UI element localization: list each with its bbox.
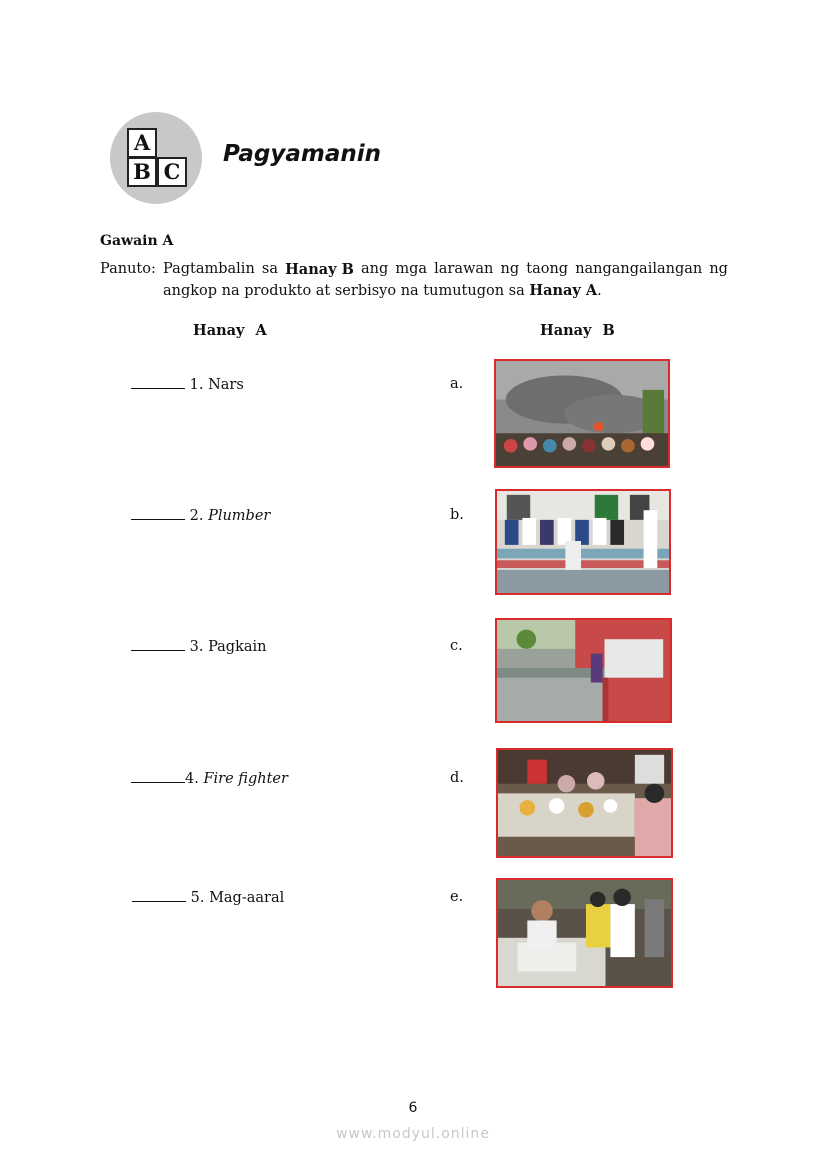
instructions-period: . <box>597 283 602 299</box>
item-number: 4. <box>185 771 199 787</box>
watermark: www.modyul.online <box>336 1126 490 1142</box>
instructions-line-1 <box>100 259 728 280</box>
match-item-3 <box>131 638 267 655</box>
item-label: Pagkain <box>208 639 267 655</box>
instructions-word: ng <box>709 261 728 277</box>
section-title: Pagyamanin <box>223 141 382 167</box>
instructions-word: Pagtambalin <box>162 261 255 277</box>
item-number: 1. <box>189 377 204 393</box>
block-letter-a: A <box>127 128 157 158</box>
abc-blocks-logo <box>110 112 202 204</box>
item-number: 5. <box>190 890 205 906</box>
instructions-text: angkop na produkto at serbisyo na tumutugon sa <box>163 283 530 299</box>
choice-letter-c: c. <box>450 638 463 654</box>
match-item-1 <box>131 376 244 393</box>
activity-title: Gawain A <box>100 233 174 249</box>
answer-blank[interactable] <box>131 376 185 389</box>
instructions-word: ang <box>360 261 389 277</box>
instructions-label: Panuto: <box>100 261 156 277</box>
item-number: 3. <box>189 639 204 655</box>
instructions-word: taong <box>526 261 569 277</box>
page-number: 6 <box>408 1100 418 1116</box>
choice-letter-d: d. <box>450 770 464 786</box>
item-number: 2. <box>189 508 204 524</box>
instructions-word: sa <box>261 261 278 277</box>
item-label: Mag-aaral <box>209 890 285 906</box>
students-sitting-photo <box>495 489 671 595</box>
nurse-clinic-photo <box>496 878 673 988</box>
item-label: Fire fighter <box>203 771 288 787</box>
instructions-bold-hanay-b: Hanay B <box>285 261 354 278</box>
flooded-street-photo <box>495 618 672 723</box>
item-label: Nars <box>208 377 244 393</box>
instructions <box>100 259 728 302</box>
answer-blank[interactable] <box>131 770 185 783</box>
instructions-bold-hanay-a: Hanay A <box>529 282 598 299</box>
match-item-2 <box>131 507 270 524</box>
block-letter-c: C <box>157 157 187 187</box>
instructions-line-2 <box>100 280 728 302</box>
answer-blank[interactable] <box>132 889 186 902</box>
block-letter-b: B <box>127 157 157 187</box>
choice-letter-b: b. <box>450 507 464 523</box>
choice-letter-a: a. <box>450 376 464 392</box>
food-table-photo <box>496 748 673 858</box>
column-heading-b: Hanay B <box>540 322 615 339</box>
fire-smoke-crowd-photo <box>494 359 670 468</box>
choice-letter-e: e. <box>450 889 464 905</box>
instructions-word: mga <box>395 261 428 277</box>
item-label: Plumber <box>208 508 271 524</box>
column-heading-a: Hanay A <box>193 322 267 339</box>
match-item-4 <box>131 770 288 787</box>
answer-blank[interactable] <box>131 638 185 651</box>
answer-blank[interactable] <box>131 507 185 520</box>
instructions-word: nangangailangan <box>575 261 703 277</box>
match-item-5 <box>132 889 284 906</box>
instructions-word: larawan <box>434 261 494 277</box>
instructions-word: ng <box>500 261 520 277</box>
